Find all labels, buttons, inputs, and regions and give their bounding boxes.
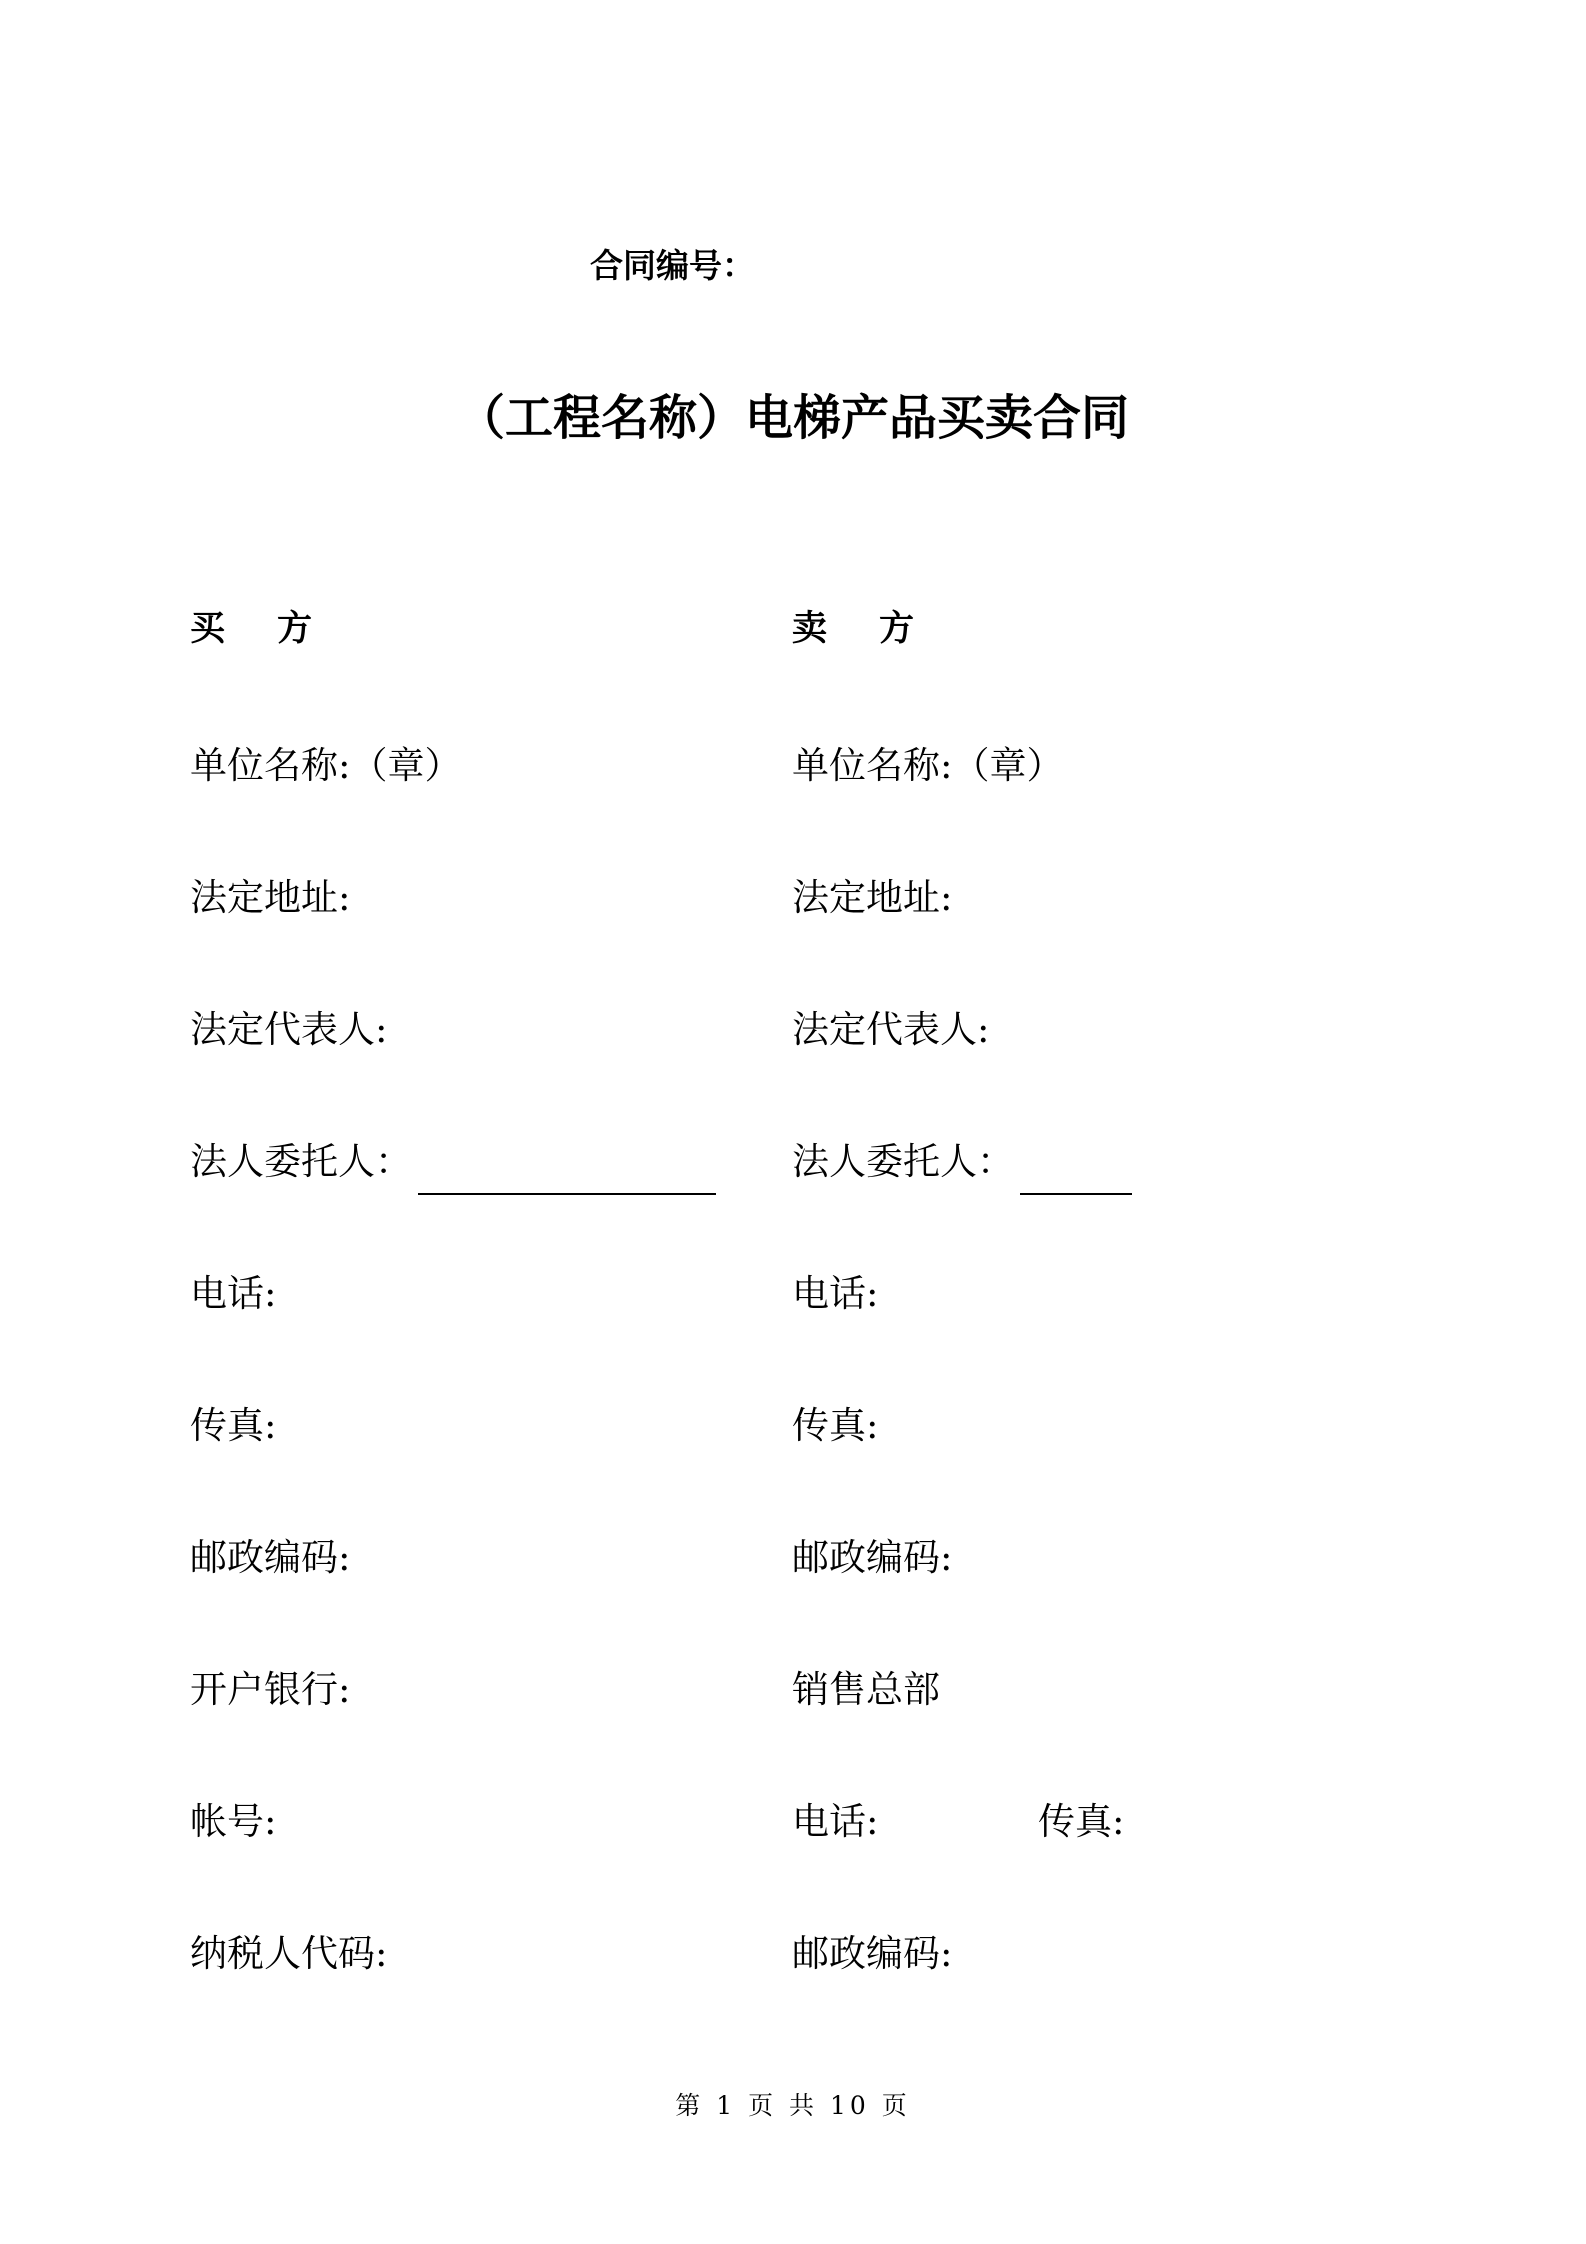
- buyer-tax-id: 纳税人代码:: [190, 1932, 388, 1975]
- seller-legal-representative: 法定代表人:: [792, 1008, 990, 1051]
- buyer-fax: 传真:: [190, 1404, 277, 1447]
- buyer-proxy: 法人委托人：: [190, 1140, 412, 1183]
- seller-unit-name: 单位名称:（章）: [792, 744, 1064, 787]
- buyer-bank: 开户银行:: [190, 1668, 351, 1711]
- seller-fax: 传真:: [792, 1404, 879, 1447]
- buyer-account: 帐号:: [190, 1800, 277, 1843]
- buyer-legal-representative: 法定代表人:: [190, 1008, 388, 1051]
- buyer-postcode: 邮政编码:: [190, 1536, 351, 1579]
- seller-hq-phone: 电话:: [792, 1800, 879, 1843]
- buyer-phone: 电话:: [190, 1272, 277, 1315]
- page-number-footer: 第 1 页 共 10 页: [675, 2091, 911, 2120]
- seller-legal-address: 法定地址:: [792, 876, 953, 919]
- seller-proxy-underline: [1020, 1193, 1132, 1195]
- seller-heading: 卖方: [792, 609, 967, 649]
- buyer-legal-address: 法定地址:: [190, 876, 351, 919]
- seller-hq-postcode: 邮政编码:: [792, 1932, 953, 1975]
- buyer-proxy-underline: [418, 1193, 716, 1195]
- seller-hq-fax: 传真:: [1038, 1800, 1125, 1843]
- seller-proxy: 法人委托人：: [792, 1140, 1014, 1183]
- seller-postcode: 邮政编码:: [792, 1536, 953, 1579]
- seller-phone: 电话:: [792, 1272, 879, 1315]
- seller-sales-hq: 销售总部: [792, 1668, 940, 1711]
- buyer-heading: 买方: [190, 609, 365, 649]
- buyer-unit-name: 单位名称:（章）: [190, 744, 462, 787]
- contract-title: （工程名称）电梯产品买卖合同: [456, 390, 1129, 446]
- contract-number-label: 合同编号：: [590, 246, 755, 285]
